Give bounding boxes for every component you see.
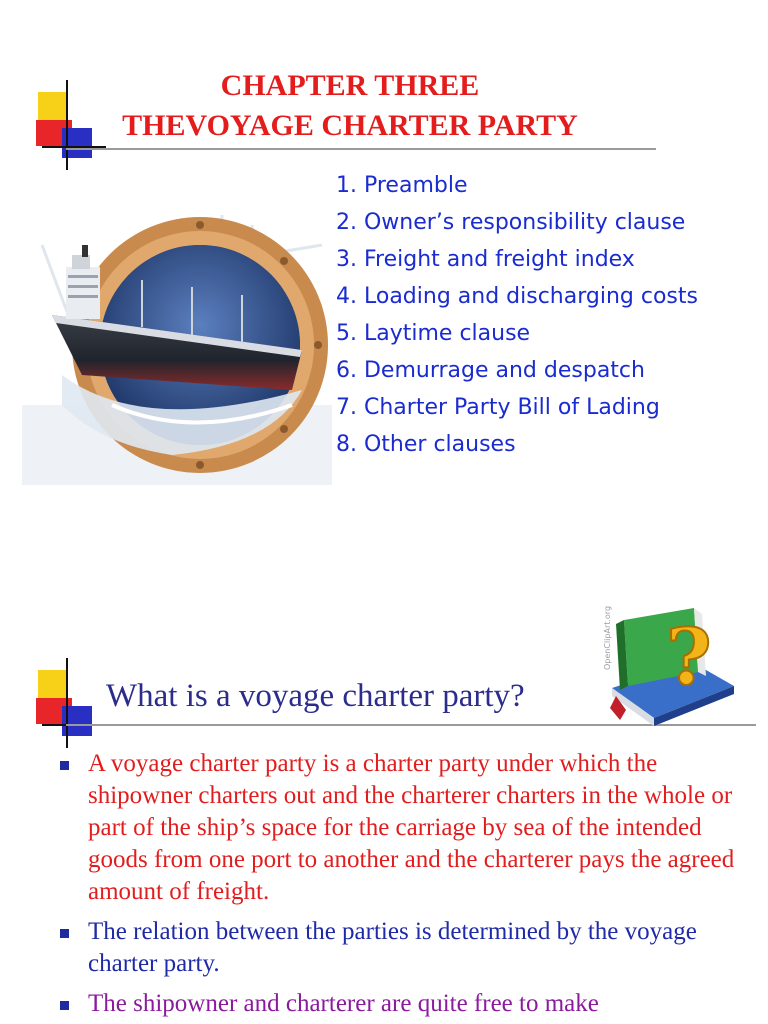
contents-item: 7. Charter Party Bill of Lading [336,395,660,420]
definition-bullets [60,748,760,1020]
book-question-icon [602,600,742,728]
bullet-item [60,916,760,980]
contents-item: 1. Preamble [336,173,468,198]
contents-item: 8. Other clauses [336,432,516,457]
slide2-heading: What is a voyage charter party? [106,678,525,714]
contents-item: 6. Demurrage and despatch [336,358,645,383]
title-line-1: CHAPTER THREE [220,69,480,102]
bullet-marker [60,929,69,938]
title-line-2: THEVOYAGE CHARTER PARTY [122,109,578,142]
ship-porthole-image [22,205,332,485]
bullet-text: The relation between the parties is determined by the voyage charter party. [88,918,697,977]
bullet-item [60,988,760,1020]
chapter-contents-list [336,170,698,466]
bullet-text: A voyage charter party is a charter party under which the shipowner charters out and the charterer charters in the whole or part of the ship’s space for the carriage by sea of the intended goods from one port to another and the charterer pays the agreed amount of freight. [88,750,735,905]
bullet-marker [60,1001,69,1010]
slide2-logo [36,658,116,748]
slide1-title [90,66,610,146]
contents-item: 5. Laytime clause [336,321,531,346]
bullet-marker [60,761,69,770]
svg-text:?: ? [666,612,712,703]
title-rule [66,148,656,150]
bullet-text: The shipowner and charterer are quite free to make [88,990,599,1017]
contents-item: 3. Freight and freight index [336,247,635,272]
contents-item: 4. Loading and discharging costs [336,284,698,309]
contents-item: 2. Owner’s responsibility clause [336,210,686,235]
watermark-text: OpenClipArt.org [603,605,612,670]
bullet-item [60,748,760,908]
